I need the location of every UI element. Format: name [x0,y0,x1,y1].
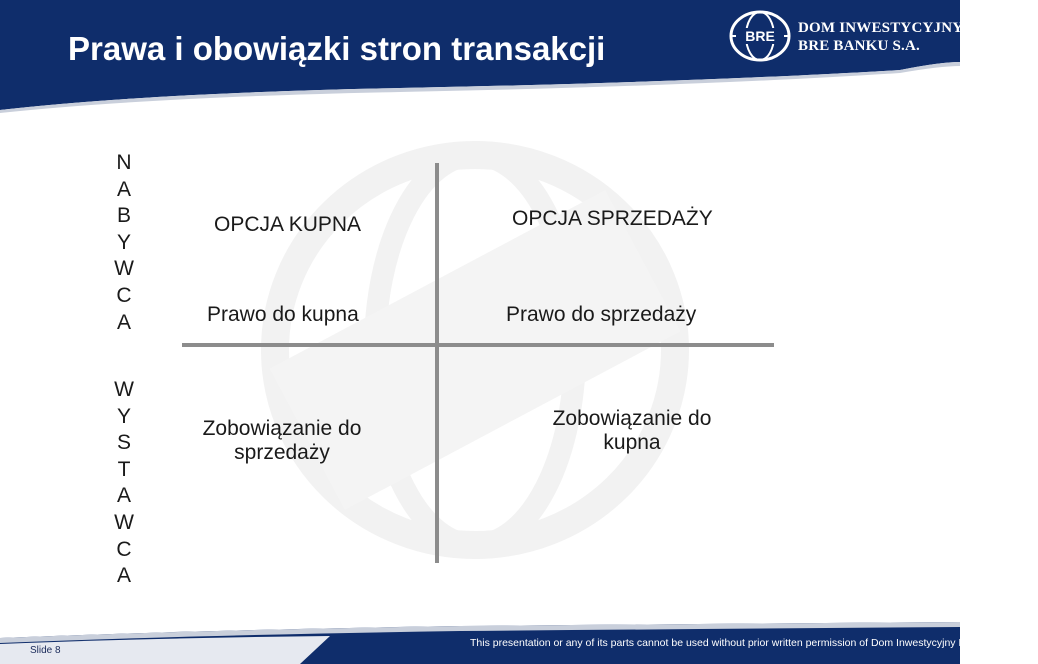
buyer-label [108,150,140,336]
put-writer-obligation [546,407,718,455]
writer-letter: Y [116,404,131,428]
writer-letter: A [116,564,131,588]
buyer-letter: A [116,177,131,201]
buyer-letter: W [114,257,134,281]
writer-label [108,377,140,590]
call-writer-obligation [196,417,368,465]
logo-line-1: DOM INWESTYCYJNY [798,20,964,36]
footer-band [0,622,1038,664]
page-title: Prawa i obowiązki stron transakcji [68,30,606,67]
writer-letter: T [117,457,131,481]
vertical-divider [435,163,439,563]
writer-letter: W [114,378,134,401]
call-writer-line-2: sprzedaży [234,441,330,464]
buyer-letter: B [116,204,131,228]
header-band [0,0,964,110]
put-writer-line-2: kupna [603,431,661,454]
writer-letter: A [116,484,131,508]
buyer-letter: C [116,283,132,307]
svg-text:BRE: BRE [745,28,775,44]
writer-letter: W [114,510,134,534]
slide-number: Slide 8 [30,645,61,656]
company-logo [728,10,964,66]
put-option-header: OPCJA SPRZEDAŻY [512,207,713,230]
put-writer-line-1: Zobowiązanie do [552,407,712,430]
writer-letter: S [116,431,131,455]
horizontal-divider [182,343,774,347]
call-writer-line-1: Zobowiązanie do [202,417,362,440]
bre-globe-icon [728,10,792,62]
logo-line-2: BRE BANKU S.A. [798,38,920,54]
call-buyer-right: Prawo do kupna [207,303,359,326]
call-option-header: OPCJA KUPNA [214,213,362,236]
buyer-letter: A [116,310,131,334]
put-buyer-right: Prawo do sprzedaży [506,303,697,326]
bre-watermark-icon [255,140,695,560]
buyer-letter: Y [116,230,131,254]
buyer-letter: N [116,151,132,174]
writer-letter: C [116,537,132,561]
copyright-disclaimer: This presentation or any of its parts cannot be used without prior written permission of Dom Inwestycyjny BRE Banku S..A. [470,637,1038,649]
